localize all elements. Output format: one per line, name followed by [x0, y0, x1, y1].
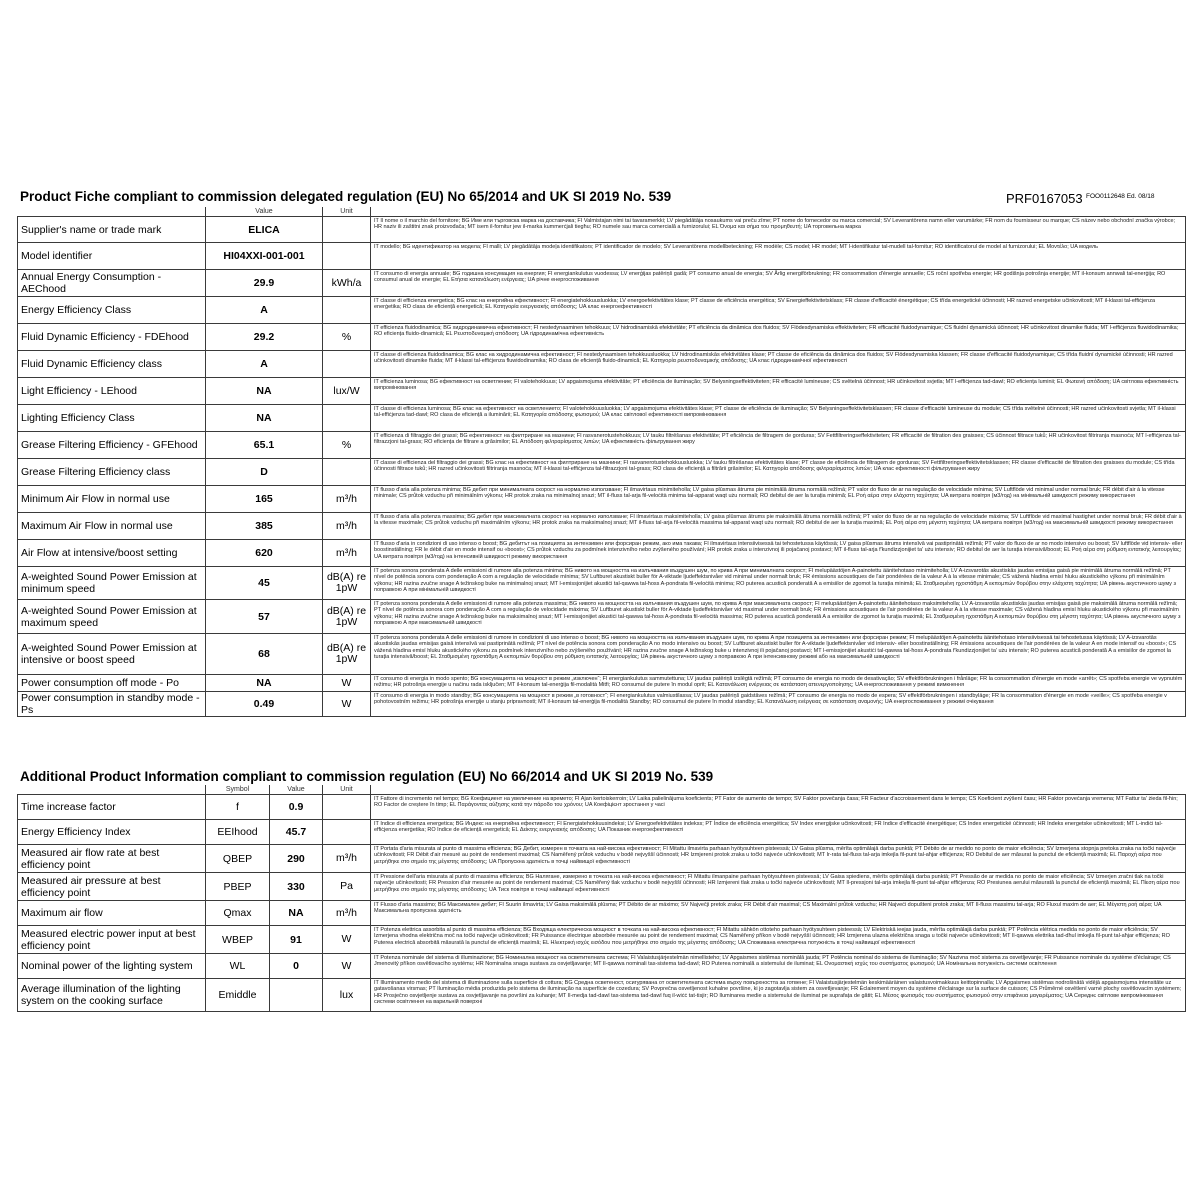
table-row [18, 954, 1186, 979]
column-header-value: Value [270, 785, 323, 795]
row-unit: m³/h [323, 845, 371, 873]
column-header-value: Value [206, 207, 323, 217]
row-label: Power consumption in standby mode - Ps [18, 692, 206, 717]
row-unit [323, 297, 371, 324]
form-code: FOO0112648 Ed. 08/18 [1086, 193, 1155, 200]
table-row [18, 795, 1186, 820]
table-row [18, 297, 1186, 324]
row-unit: dB(A) re 1pW [323, 600, 371, 634]
row-description: IT Il nome o il marchio del fornitore; BG Име или търговска марка на доставчика; FI Valmistajan nimi tai tavaramerkki; LV piegādātāja nosaukums vai preču zīme; PT nome do fornecedor ou marca comercial; SV Leverantörens namn eller varumärke; FR nom du fournisseur ou marque; CS název nebo obchodní značka výrobce; HR naziv ili zaštitni znak proizvođača; MT isem il-fornitur jew il-marka kummerċjali tiegħu; RO numele sau marca comercială a furnizorului; EL Όνομα και σήμα του προμηθευτή; UA торговельна марка [371, 217, 1186, 243]
row-unit: dB(A) re 1pW [323, 634, 371, 675]
row-symbol: Emiddle [206, 979, 270, 1012]
row-label: Measured air pressure at best efficiency point [18, 873, 206, 901]
table-row [18, 692, 1186, 717]
row-label: A-weighted Sound Power Emission at minimum speed [18, 567, 206, 600]
row-label: Grease Filtering Efficiency - GFEhood [18, 432, 206, 459]
row-value: 29.2 [206, 324, 323, 351]
row-description: IT flusso d'aria alla potenza massima; BG дебит при максималната скорост на нормално използване; FI ilmavirtaus maksimiteholla; LV gaisa plūsmas ātrums pie maksimālā ātruma normālā režīmā; PT valor do fluxo de ar na regulação de velocidade máxima; SV Luftflöde vid maximal hastighet under normal bruk; FR débit d'air à la vitesse maximale; CS průtok vzduchu při maximálním výkonu; HR protok zraka na maksimalnoj snazi; MT il-fluss tal-arja fil-veloċità massima tal-apparat waqt użu normali; RO debitul de aer la turația maximă; EL Ροή αέρα στη μέγιστη ταχύτητα; UA витрата повітря (м3/год) на максимальній швидкості режиму використання [371, 513, 1186, 540]
row-description: IT consumo di energia annuale; BG годишна консумация на енергия; FI energiankulutus vuodessa; LV enerģijas patēriņš gadā; PT consumo anual de energia; SV Årlig energiförbrukning; FR consommation d'énergie annuelle; CS roční spotřeba energie; HR godišnja potrošnja energije; MT il-konsum annwali tal-enerġija; RO consumul anual de energie; EL Ετήσια κατανάλωση ενέργειας; UA річне енергоспоживання [371, 270, 1186, 297]
table-header [18, 207, 1186, 217]
row-value: NA [270, 901, 323, 926]
row-label: Supplier's name or trade mark [18, 217, 206, 243]
row-value: 57 [206, 600, 323, 634]
row-unit: m³/h [323, 513, 371, 540]
row-value: A [206, 351, 323, 378]
row-value: 620 [206, 540, 323, 567]
additional-info-table [17, 785, 1186, 1012]
row-description: IT classe di efficienza fluidodinamica; BG клас на хидродинамична ефективност; FI nestedynaamisen tehokkuusluokka; LV hidrodinamiskās efektivitātes klase; PT classe de eficiência da dinâmica dos fluidos; SV Flödesdynamiska klassen; FR classe d'efficacité fluidodynamique; CS třída fluidní dynamické účinnosti; HR razred učinkovitosti dinamike fluida; MT il-klassi tal-effiċjenza fluwidodinamika; RO clasa de eficiență fluido-dinamică; EL Κατηγορία ρευστοδυναμικής απόδοσης; UA клас гідродинамічної ефективності [371, 351, 1186, 378]
row-value: HI04XXI-001-001 [206, 243, 323, 270]
row-symbol: Qmax [206, 901, 270, 926]
row-unit: % [323, 324, 371, 351]
table-row [18, 243, 1186, 270]
row-label: Measured air flow rate at best efficiency point [18, 845, 206, 873]
table-row [18, 600, 1186, 634]
column-header-symbol: Symbol [206, 785, 270, 795]
row-symbol: WL [206, 954, 270, 979]
table-row [18, 634, 1186, 675]
row-unit: W [323, 675, 371, 692]
row-label: A-weighted Sound Power Emission at maximum speed [18, 600, 206, 634]
row-description: IT potenza sonora ponderata A delle emissioni di rumore alla potenza minima; BG нивото на мощността на излъчвания въздушен шум, по крива A при минималната скорост; FI melupäästöjen A-painotettu äänitehotaso minimiteholla; LV A-izsvarotās akustiskās jaudas emisijas gaisā pie minimālā ātruma normālā režīmā; PT nível de potência sonora com ponderação A com a regulação de velocidade mínima; SV Luftburet akustiskt buller för A-viktade ljudeffektsnivåer vid minimal under normalt bruk; FR émissions acoustiques de l'air pondérées de la valeur A à la vitesse minimale; CS vážená hladina emisí hluku akustického výkonu při minimálním výkonu; HR razina zvučne snage A težinskog buke na minimalnoj snazi; MT l-emissjonijiet akustiċi tal-qawwa tal-ħoss A-pondrata fil-veloċità minima; RO puterea acustică ponderată A a emisiilor de zgomot la turația minimă; EL Σταθμισμένη ηχοστάθμη A εκπομπών θορύβου στην ελάχιστη ταχύτητα; UA рівень акустичного шуму з поправкою А при мінімальній швидкості [371, 567, 1186, 600]
row-unit: W [323, 926, 371, 954]
row-label: Maximum Air Flow in normal use [18, 513, 206, 540]
row-unit: m³/h [323, 486, 371, 513]
table-row [18, 270, 1186, 297]
row-value: NA [206, 405, 323, 432]
column-header-unit: Unit [323, 785, 371, 795]
row-symbol: EEIhood [206, 820, 270, 845]
row-symbol: PBEP [206, 873, 270, 901]
row-unit: Pa [323, 873, 371, 901]
row-unit: m³/h [323, 901, 371, 926]
row-label: Nominal power of the lighting system [18, 954, 206, 979]
row-label: Energy Efficiency Index [18, 820, 206, 845]
row-value: 165 [206, 486, 323, 513]
table-row [18, 820, 1186, 845]
row-value: A [206, 297, 323, 324]
table-row [18, 351, 1186, 378]
row-description: IT flusso d'aria in condizioni di uso intenso o boost; BG дебитът на позицията за интензивен или форсиран режим, ако има такава; FI ilmavirtaus intensiivisessä tai tehostetussa käytössä; LV gaisa plūsmas ātrums intensīvā vai pastiprinātā režīmā; PT valor do fluxo de ar no modo intensivo ou boost; SV luftflöde vid intensiv- eller boostinställning; FR le débit d'air en mode intensif ou «boost»; CS průtok vzduchu za podmínek intenzivního nebo zvýšeného používání; HR protok zraka u intenzivnoj ili pojačanoj postavci; MT il-fluss tal-arja f'kundizzjonijiet ta' użu intensiv; RO debitul de aer la turația intensivă/boost; EL Ροή αέρα στη ρύθμιση εντατικής λειτουργίας; UA витрата повітря (м3/год) на інтенсивній швидкості режиму використання [371, 540, 1186, 567]
row-label: Maximum air flow [18, 901, 206, 926]
table-row [18, 979, 1186, 1012]
table-row [18, 567, 1186, 600]
row-symbol: WBEP [206, 926, 270, 954]
row-description: IT Portata d'aria misurata al punto di massima efficienza; BG Дебит, измерен в точката на най-висока ефективност; FI Mitattu ilmavirta parhaan hyötysuhteen pisteessä; LV Gaisa plūsma, mērīta optimālajā darba punktā; PT Débito de ar medido no ponto de maior eficiência; SV Izmerjena stopnja pretoka zraka na točki najvećje učinkovitosti; FR Débit d'air mesuré au point de rendement maximal; CS Naměřený průtok vzduchu v bodě nejvyšší účinnosti; HR Izmjereni protok zraka u točki najveće učinkovitosti; MT Ir-rata tal-fluss tal-arja imkejla fil-punt tal-aħjar effiċjenza; RO Debitul de aer măsurat la punctul de eficiență maximă; EL Παροχή αέρα που μετρήθηκε στο σημείο της μέγιστης απόδοσης; UA Пропускна здатність в точці найвищої ефективності [371, 845, 1186, 873]
row-value: 45.7 [270, 820, 323, 845]
row-value: NA [206, 378, 323, 405]
row-value: 330 [270, 873, 323, 901]
row-label: Lighting Efficiency Class [18, 405, 206, 432]
table-row [18, 486, 1186, 513]
row-description: IT consumo di energia in modo spento; BG консумацията на мощност в режим „изключен“; FI energiankulutus sammutettuna; LV jaudas patēriņš izslēgtā režīmā; PT consumo de energia no modo de desativação; SV effektförbrukningen i frånläge; FR la consommation d'énergie en mode «arrêt»; CS spotřeba energie ve vypnutém režimu; HR potrošnja energije u načinu rada isključen; MT il-konsum tal-enerġija fil-modalità Mitfi; RO consumul de putere în modul oprit; EL Κατανάλωση ενέργειας σε κατάσταση απενεργοποίησης; UA енергоспоживання у режимі вимкнення [371, 675, 1186, 692]
table-row [18, 675, 1186, 692]
table-row [18, 901, 1186, 926]
table-header [18, 785, 1186, 795]
table-row [18, 540, 1186, 567]
additional-info-title: Additional Product Information compliant to commission regulation (EU) No 66/2014 and UK SI 2019 No. 539 [20, 769, 714, 784]
table-row [18, 324, 1186, 351]
row-label: Fluid Dynamic Efficiency class [18, 351, 206, 378]
row-description: IT Illuminamento medio del sistema di illuminazione sulla superficie di cottura; BG Средна осветеност, осигурявана от осветителната система върху повърхността за готвене; FI Valaistusjärjestelmän keskimääräinen valaistusvoimakkuus keittopinnalla; LV Apgaismes sistēmas nodrošinātā vidējā apgaismojuma intensitāte uz gatavošanas virsmas; PT Iluminação média produzida pelo sistema de iluminação na superfície de cozedura; SV Povprečna osvetljenost kuhalne površine, ki jo zagotavlja sistem za osvetljevanje; FR Éclairement moyen du système d'éclairage sur la surface de cuisson; CS Průměrné osvětlení varné plochy osvětlovacím systémem; HR Prosječno osvjetljenje sustava za osvjetljavanje na površini za kuhanje; MT Il-medja tad-dawl tas-sistema tad-dawl fuq il-wiċċ tat-tisjir; RO Iluminarea medie a sistemului de iluminat pe suprafața de gătit; EL Μέσος φωτισμός του συστήματος φωτισμού στην επιφάνεια μαγειρέματος; UA Середнє світлове випромінювання системи освітлення на варильній поверхні [371, 979, 1186, 1012]
product-fiche-table [17, 207, 1186, 717]
row-value: 385 [206, 513, 323, 540]
row-description: IT efficienza di filtraggio dei grassi; BG ефективност на филтриране на мазнини; FI rasvanerotustehokkuus; LV tauku filtrēšanas efektivitāte; PT eficiência de filtragem de gorduras; SV Fettfiltreringseffektiviteten; FR efficacité de filtration des graisses; CS účinnost filtrace tuků; HR učinkovitost filtriranja masnoća; MT l-effiċjenza tal-filtrazzjoni tal-grass; RO eficiența de filtrare a grăsimilor; EL Απόδοση φιλτραρίσματος λιπών; UA ефективність фільтрування жиру [371, 432, 1186, 459]
table-row [18, 217, 1186, 243]
row-description: IT classe di efficienza luminosa; BG клас на ефективност на осветлението; FI valotehokkuusluokka; LV apgaismojuma efektivitātes klase; PT classe de eficiência de iluminação; SV Belysningseffektivitetsklassen; FR classe d'efficacité lumineuse du module; CS třída světelné účinnosti; HR razred učinkovitosti svjetla; MT il-klassi tal-effiċjenza tad-dawl; RO clasa de eficiență a iluminării; EL Κατηγορία απόδοσης φωτισμού; UA клас світлової ефективності випромінювання [371, 405, 1186, 432]
row-label: Measured electric power input at best efficiency point [18, 926, 206, 954]
row-label: Annual Energy Consumption - AEChood [18, 270, 206, 297]
table-row [18, 378, 1186, 405]
row-value: 65.1 [206, 432, 323, 459]
row-symbol: QBEP [206, 845, 270, 873]
table-row [18, 432, 1186, 459]
row-unit [323, 405, 371, 432]
row-description: IT Indice di efficienza energetica; BG Индекс на енергийна ефективност; FI Energiatehokkuusindeksi; LV Energoefektivitātes indekss; PT Índice de eficiência energética; SV Index energijske učinkovitosti; FR Indice d'efficacité énergétique; CS Index energetické účinnosti; HR Indeks energetske učinkovitosti; MT L-indiċi tal-effiċjenza enerġetika; RO Indice de eficiență energetică; EL Δείκτης ενεργειακής απόδοσης; UA Показник енергоефективності [371, 820, 1186, 845]
row-value: 29.9 [206, 270, 323, 297]
row-value: ELICA [206, 217, 323, 243]
row-description: IT consumo di energia in modo standby; BG консумацията на мощност в режим „в готовност“; FI energiankulutus valmiustilassa; LV jaudas patēriņš gaidstāves režīmā; PT consumo de energia no modo de espera; SV effektförbrukningen i standbyläge; FR la consommation d'énergie en mode «veille»; CS spotřeba energie v pohotovostním režimu; HR potrošnja energije u stanju pripravnosti; MT il-konsum tal-enerġija fil-modalità Standby; RO consumul de putere în modul standby; EL Κατανάλωση ενέργειας σε κατάσταση αναμονής; UA енергоспоживання у режимі очікування [371, 692, 1186, 717]
row-unit: lux/W [323, 378, 371, 405]
row-label: Time increase factor [18, 795, 206, 820]
row-label: Fluid Dynamic Efficiency - FDEhood [18, 324, 206, 351]
row-description: IT modello; BG идентификатор на модела; FI malli; LV piegādātāja modeļa identifikators; PT identificador de modelo; SV Leverantörens modellbeteckning; FR modèle; CS model; HR model; MT l-identifikatur tal-mudell tal-fornitur; RO identificatorul de model al furnizorului; EL Μοντέλο; UA модель [371, 243, 1186, 270]
row-unit: W [323, 954, 371, 979]
row-unit: kWh/a [323, 270, 371, 297]
row-description: IT Flusso d'aria massimo; BG Максимален дебит; FI Suurin ilmavirta; LV Gaisa maksimālā plūsma; PT Débito de ar máximo; SV Največji pretok zraka; FR Débit d'air maximal; CS Maximální průtok vzduchu; HR Najveći dopušteni protok zraka; MT Il-fluss massimu tal-arja; RO Fluxul maxim de aer; EL Μέγιστη ροή αέρα; UA Максимальна пропускна здатність [371, 901, 1186, 926]
column-header-unit: Unit [323, 207, 371, 217]
row-unit [323, 243, 371, 270]
row-description: IT classe di efficienza energetica; BG клас на енергийна ефективност; FI energiatehokkuusluokka; LV energoefektivitātes klase; PT classe de eficiência energética; SV Energieffektivitetsklass; FR classe d'efficacité énergétique; CS třída energetické účinnosti; HR razred energetske učinkovitosti; MT il-klassi tal-effiċjenza enerġetika; RO clasa de eficiență energetică; EL Κατηγορία ενεργειακής απόδοσης; UA клас енергоефективності [371, 297, 1186, 324]
row-unit [323, 820, 371, 845]
row-description: IT Potenza nominale del sistema di illuminazione; BG Номинална мощност на осветителната система; FI Valaistusjärjestelmän nimellisteho; LV Apgaismes sistēmas nominālā jauda; PT Potência nominal do sistema de iluminação; SV Nazivna moč sistema za osvetljevanje; FR Puissance nominale du système d'éclairage; CS Jmenovitý příkon osvětlovacího systému; HR Nominalna snaga sustava za osvjetljavanje; MT Il-qawwa nominali tas-sistema tad-dawl; RO Puterea nominală a sistemului de iluminat; EL Ονομαστική ισχύς του συστήματος φωτισμού; UA Номінальна потужність системи освітлення [371, 954, 1186, 979]
row-value: 45 [206, 567, 323, 600]
row-unit: % [323, 432, 371, 459]
table-row [18, 873, 1186, 901]
row-label: Energy Efficiency Class [18, 297, 206, 324]
row-label: Average illumination of the lighting system on the cooking surface [18, 979, 206, 1012]
table-row [18, 513, 1186, 540]
row-unit: m³/h [323, 540, 371, 567]
row-description: IT classe di efficienza del filtraggio dei grassi; BG клас на ефективност на филтриране на мазнини; FI rasvanerotustehokkuusluokka; LV tauku filtrēšanas efektivitātes klase; PT classe de eficiência de filtragem de gorduras; SV Fettfiltreringseffektivitetsklassen; FR classe d'efficacité de filtration des graisses du module; CS třída účinnosti filtrace tuků; HR razred učinkovitosti filtriranja masnoća; MT il-klassi tal-effiċjenza tal-filtrazzjoni tal-grass; RO clasa de eficiență a filtrării grăsimilor; EL Κατηγορία απόδοσης φιλτραρίσματος λιπών; UA клас ефективності фільтрування жиру [371, 459, 1186, 486]
row-description: IT Potenza elettrica assorbita al punto di massima efficienza; BG Входяща електрическа мощност в точката на най-висока ефективност; FI Mitattu sähkön ottoteho parhaan hyötysuhteen pisteessä; LV Elektriskā ieejas jauda, mērīta optimālajā darba punktā; PT Potência elétrica medida no ponto de maior eficiência; SV Izmerjena vhodna električna moč na točki najvećje učinkovitosti; FR Puissance électrique absorbée mesurée au point de rendement maximal; CS Naměřený příkon v bodě nejvyšší účinnosti; HR Izmjerena ulazna električna snaga u točki najveće učinkovitosti; MT Il-qawwa elettrika tad-dħul imkejla fil-punt tal-aħjar effiċjenza; RO Puterea electrică absorbită măsurată la punctul de eficiență maximă; EL Ηλεκτρική ισχύς εισόδου που μετρήθηκε στο σημείο της μέγιστης απόδοσης; UA Споживана електрична потужність в точці найвищої ефективності [371, 926, 1186, 954]
row-description: IT potenza sonora ponderata A delle emissioni di rumore alla potenza massima; BG нивото на мощността на излъчвания въздушен шум, по крива A при максималната скорост; FI melupäästöjen A-painotettu äänitehotaso maksimiteholla; LV A-izsvarotās akustiskās jaudas emisijas gaisā pie maksimālā ātruma normālā režīmā; PT nível de potência sonora com ponderação A com a regulação de velocidade máxima; SV Luftburet akustiskt buller för A-viktade ljudeffektsnivåer vid maximal under normalt bruk; FR émissions acoustiques de l'air pondérées de la valeur A à la vitesse maximale; CS vážená hladina emisí hluku akustického výkonu při maximálním výkonu; HR razina zvučne snage A težinskog buke na maksimalnoj snazi; MT l-emissjonijiet akustiċi tal-qawwa tal-ħoss A-pondrata fil-veloċità massima; RO puterea acustică ponderată A a emisiilor de zgomot la turația maximă; EL Σταθμισμένη ηχοστάθμη A εκπομπών θορύβου στη μέγιστη ταχύτητα; UA рівень акустичного шуму з поправкою А при максимальній швидкості [371, 600, 1186, 634]
table-row [18, 459, 1186, 486]
row-description: IT Fattore di incremento nel tempo; BG Коефициент на увеличение на времето; FI Ajan kertoiskerroin; LV Laika palielinājuma koeficients; PT Fator de aumento de tempo; SV Faktor povečanja časa; FR Facteur d'accroissement dans le temps; CS Koeficient zvýšení času; HR Faktor povećanja vremena; MT Fattur ta' żieda fil-ħin; RO Factor de creștere în timp; EL Παράγοντας αύξησης κατά την πάροδο του χρόνου; UA Коефіцієнт зростання у часі [371, 795, 1186, 820]
row-label: Minimum Air Flow in normal use [18, 486, 206, 513]
row-label: Air Flow at intensive/boost setting [18, 540, 206, 567]
row-unit [323, 351, 371, 378]
row-label: A-weighted Sound Power Emission at intensive or boost speed [18, 634, 206, 675]
row-description: IT Pressione dell'aria misurata al punto di massima efficienza; BG Налягане, измерено в точката на най-висока ефективност; FI Mitattu ilmanpaine parhaan hyötysuhteen pisteessä; LV Gaisa spiediens, mērīts optimālajā darba punktā; PT Pressão de ar medida no ponto de maior eficiência; SV Izmerjen zračni tlak na točki najvećje učinkovitosti; FR Pression d'air mesurée au point de rendement maximal; CS Naměřený tlak vzduchu v bodě nejvyšší účinnosti; HR Izmjereni tlak zraka u točki najveće učinkovitosti; MT Il-pressjoni tal-arja imkejla fil-punt tal-aħjar effiċjenza; RO Presiunea aerului măsurată la punctul de eficiență maximă; EL Πίεση αέρα που μετρήθηκε στο σημείο της μέγιστης απόδοσης; UA Тиск повітря в точці найвищої ефективності [371, 873, 1186, 901]
row-unit [323, 459, 371, 486]
row-label: Light Efficiency - LEhood [18, 378, 206, 405]
row-value [270, 979, 323, 1012]
row-unit: lux [323, 979, 371, 1012]
row-unit: dB(A) re 1pW [323, 567, 371, 600]
row-label: Grease Filtering Efficiency class [18, 459, 206, 486]
row-unit [323, 217, 371, 243]
product-code: PRF0167053 [1006, 191, 1083, 206]
row-value: 290 [270, 845, 323, 873]
row-description: IT potenza sonora ponderata A delle emissioni di rumore in condizioni di uso intenso o boost; BG нивото на мощността на излъчвания въздушен шум, по крива A при позицията за интензивен или форсиран режим; FI melupäästöjen A-painotettu äänitehotaso intensiivisessä tai tehostetussa käytössä; LV A-izsvarotās akustiskās jaudas emisijas gaisā intensīvā vai pastiprinātā režīmā; PT nível de potência sonora com ponderação A no modo intensivo ou boost; SV Luftburet akustiskt buller för A-viktade ljudeffektsnivåer vid intensiv- eller boostinställning; FR émissions acoustiques de l'air pondérées de la valeur A en mode intensif ou «boost»; CS vážená hladina emisí hluku akustického výkonu za podmínek intenzivního nebo zvýšeného používání; HR razina zvučne snage A težinskog buke u intenzivnoj ili pojačanoj postavci; MT l-emissjonijiet akustiċi tal-qawwa tal-ħoss A-pondrata f'kundizzjonijiet ta' użu intensiv; RO puterea acustică ponderată A a emisiilor de zgomot la turația intensivă/boost; EL Σταθμισμένη ηχοστάθμη A εκπομπών θορύβου στη ρύθμιση εντατικής λειτουργίας; UA рівень акустичного шуму з поправкою А при інтенсивному режимі або на максимальній швидкості [371, 634, 1186, 675]
row-value: NA [206, 675, 323, 692]
row-value: 91 [270, 926, 323, 954]
row-label: Model identifier [18, 243, 206, 270]
table-row [18, 405, 1186, 432]
row-unit [323, 795, 371, 820]
row-description: IT efficienza luminosa; BG ефективност на осветление; FI valotehokkuus; LV apgaismojuma efektivitāte; PT eficiência de iluminação; SV Belysningseffektiviteten; FR efficacité lumineuse; CS světelná účinnost; HR učinkovitost svjetla; MT l-effiċjenza tad-dawl; RO eficiența luminii; EL Φωτεινή απόδοση; UA світлова ефективність випромінювання [371, 378, 1186, 405]
row-description: IT flusso d'aria alla potenza minima; BG дебит при минималната скорост на нормално използване; FI ilmavirtaus minimiteholla; LV gaisa plūsmas ātrums pie minimālā ātruma normālā režīmā; PT valor do fluxo de ar na regulação de velocidade mínima; SV Luftflöde vid minimal under normal bruk; FR débit d'air à la vitesse minimale; CS průtok vzduchu při minimálním výkonu; HR protok zraka na minimalnoj snazi; MT il-fluss tal-arja fil-veloċità minima tal-apparat waqt użu normali; RO debitul de aer la turația minimă; EL Ροή αέρα στην ελάχιστη ταχύτητα; UA витрата повітря (м3/год) на мінімальній швидкості режиму використання [371, 486, 1186, 513]
row-symbol: f [206, 795, 270, 820]
row-label: Power consumption off mode - Po [18, 675, 206, 692]
row-value: 0.9 [270, 795, 323, 820]
row-value: D [206, 459, 323, 486]
row-unit: W [323, 692, 371, 717]
row-value: 0.49 [206, 692, 323, 717]
row-value: 68 [206, 634, 323, 675]
table-row [18, 926, 1186, 954]
table-row [18, 845, 1186, 873]
fiche-title: Product Fiche compliant to commission delegated regulation (EU) No 65/2014 and UK SI 2019 No. 539 [20, 189, 672, 204]
row-description: IT efficienza fluidodinamica; BG хидродинамична ефективност; FI nestedynaaminen tehokkuus; LV hidrodinamiskā efektivitāte; PT eficiência da dinâmica dos fluidos; SV Flödesdynamiska effektiviteten; FR efficacité fluidodynamique; CS fluidní dynamická účinnost; HR učinkovitost dinamike fluida; MT l-effiċjenza fluwidodinamika; RO eficiența fluido-dinamică; EL Ρευστοδυναμική απόδοση; UA гідродинамічна ефективність [371, 324, 1186, 351]
row-value: 0 [270, 954, 323, 979]
